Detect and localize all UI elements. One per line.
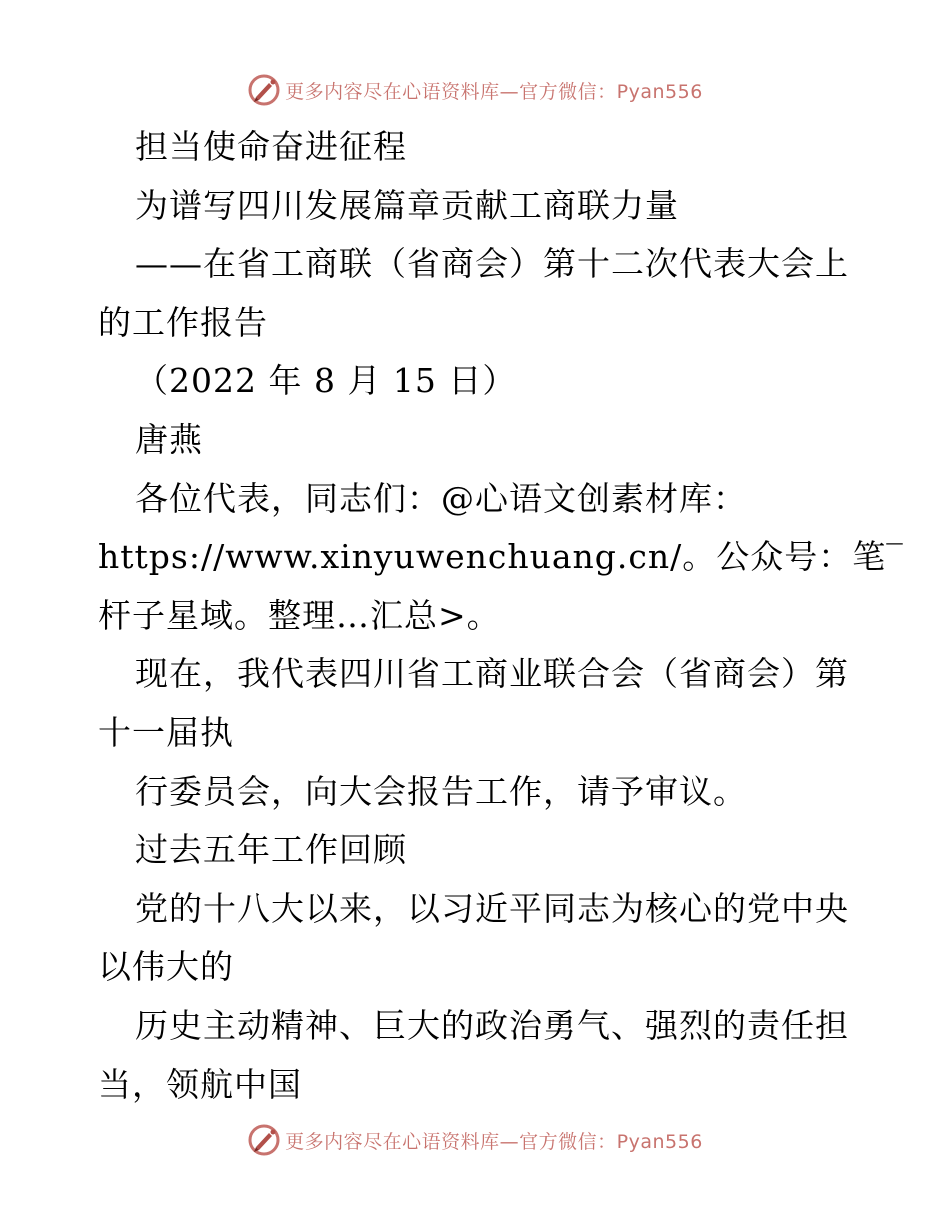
doc-title: 担当使命奋进征程 <box>135 127 407 166</box>
doc-subtitle: 为谱写四川发展篇章贡献工商联力量 <box>135 185 679 225</box>
document-body <box>98 118 904 1114</box>
doc-paragraph-line: 现在，我代表四川省工商业联合会（省商会）第 <box>135 654 849 694</box>
footer-watermark-text: 更多内容尽在心语资料库—官方微信：Pyan556 <box>285 1130 703 1153</box>
doc-paragraph-line: 党的十八大以来，以习近平同志为核心的党中央 <box>135 888 849 928</box>
doc-date: （2022 年 8 月 15 日） <box>135 361 517 401</box>
header-watermark-banner <box>0 70 950 110</box>
header-watermark-text: 更多内容尽在心语资料库—官方微信：Pyan556 <box>285 80 703 103</box>
doc-paragraph-line: 十一届执 <box>98 712 234 752</box>
doc-paragraph-line: https://www.xinyuwenchuang.cn/。公众号：笔‾ <box>98 537 904 577</box>
doc-paragraph-line: 以伟大的 <box>98 947 234 987</box>
doc-section-heading: 过去五年工作回顾 <box>135 830 407 870</box>
doc-subtitle-line-1: ——在省工商联（省商会）第十二次代表大会上 <box>135 244 849 284</box>
doc-author: 唐燕 <box>135 419 203 459</box>
footer-watermark-banner <box>0 1120 950 1160</box>
doc-paragraph-line: 行委员会，向大会报告工作，请予审议。 <box>135 771 747 811</box>
doc-paragraph-line: 历史主动精神、巨大的政治勇气、强烈的责任担 <box>135 1005 849 1045</box>
doc-paragraph-line: 杆子星域。整理…汇总>。 <box>98 595 501 635</box>
doc-paragraph-line: 各位代表，同志们：@心语文创素材库： <box>135 478 747 518</box>
doc-paragraph-line: 当，领航中国 <box>98 1064 302 1104</box>
doc-subtitle-line-2: 的工作报告 <box>98 302 268 342</box>
pen-circle-logo-icon <box>247 73 281 107</box>
pen-circle-logo-icon <box>247 1123 281 1157</box>
